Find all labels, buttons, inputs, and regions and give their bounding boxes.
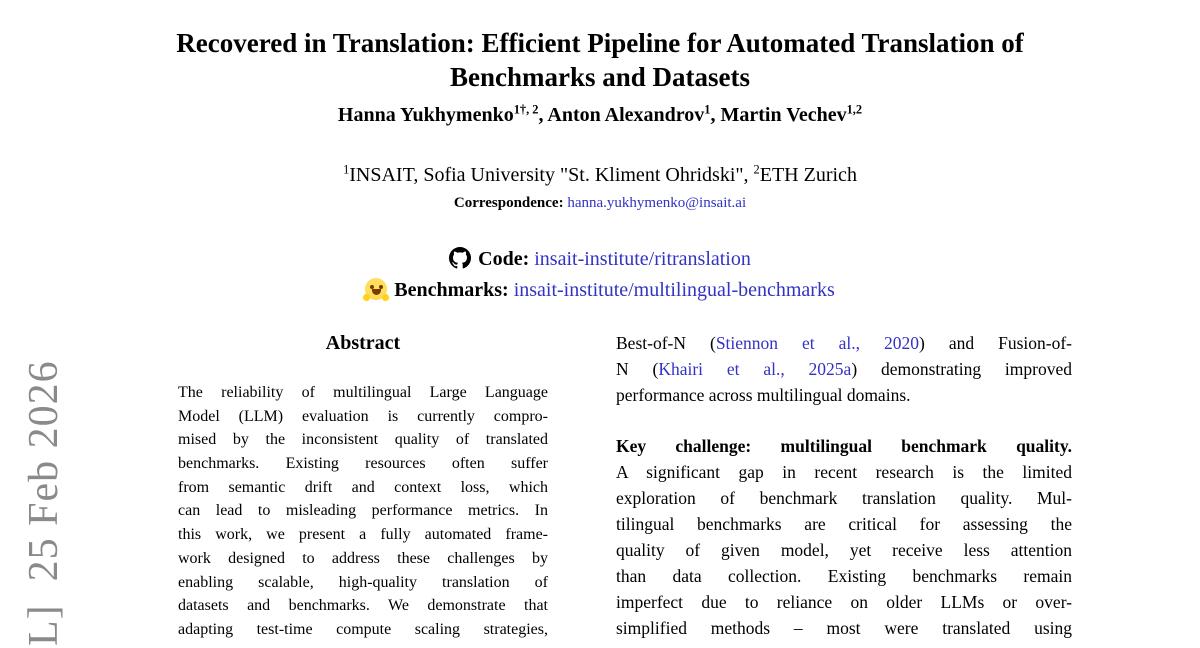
abstract-text-line: mised by the inconsistent quality of translated (178, 431, 548, 449)
author-affil-marker: 1†, 2 (513, 102, 539, 117)
body-text-line: than data collection. Existing benchmarks remain (616, 566, 1072, 586)
github-icon (449, 247, 471, 269)
body-text-line (616, 330, 1072, 356)
code-label: Code: (478, 248, 530, 270)
body-text-line: exploration of benchmark translation quality. Mul- (616, 488, 1072, 508)
body-text: N ( (616, 359, 659, 379)
intro-paragraph (616, 330, 1072, 408)
author-separator: , (710, 104, 721, 126)
abstract-text-line: datasets and benchmarks. We demonstrate that (178, 597, 548, 615)
benchmarks-repo-line (0, 276, 1200, 304)
correspondence-label: Correspondence: (453, 195, 564, 211)
benchmarks-label: Benchmarks: (394, 279, 509, 301)
affil-text: INSAIT, Sofia University "St. Kliment Ohridski", (349, 164, 754, 186)
author-name: Anton Alexandrov (547, 104, 705, 126)
arxiv-watermark: L] 25 Feb 2026 (21, 360, 67, 646)
abstract-text-line: benchmarks. Existing resources often suffer (178, 455, 548, 473)
body-text-line: simplified methods – most were translated using (616, 618, 1072, 638)
author-affil-marker: 1,2 (846, 102, 863, 117)
code-repo-link[interactable]: insait-institute/ritranslation (534, 248, 751, 270)
author-affil-marker: 1 (704, 102, 711, 117)
correspondence-line (0, 192, 1200, 214)
correspondence-email-link[interactable]: hanna.yukhymenko@insait.ai (567, 195, 747, 211)
benchmarks-repo-link[interactable]: insait-institute/multilingual-benchmarks (513, 279, 835, 301)
author-separator: , (538, 104, 548, 126)
body-text: Best-of-N ( (616, 333, 716, 353)
affiliations-line (0, 161, 1200, 189)
abstract-text-line: from semantic drift and context loss, which (178, 478, 548, 496)
author-name: Hanna Yukhymenko (337, 104, 514, 126)
body-text-line: imperfect due to reliance on older LLMs or over- (616, 592, 1072, 612)
body-text-line: A significant gap in recent research is the limited (616, 462, 1072, 482)
abstract-text-line: enabling scalable, high-quality translation of (178, 573, 548, 591)
title-line-1: Recovered in Translation: Efficient Pipeline for Automated Translation of (176, 28, 1024, 58)
authors-line (0, 100, 1200, 130)
citation-link[interactable]: Khairi et al., 2025a (658, 359, 852, 379)
body-text-line: performance across multilingual domains. (616, 385, 911, 405)
affil-marker: 1 (343, 162, 350, 177)
citation-link[interactable]: Stiennon et al., 2020 (715, 333, 920, 353)
abstract-text-line: adapting test-time compute scaling strategies, (178, 620, 548, 638)
key-challenge-paragraph (616, 433, 1072, 641)
title-line-2: Benchmarks and Datasets (449, 62, 751, 92)
body-text-line: quality of given model, yet receive less attention (616, 540, 1072, 560)
affil-text: ETH Zurich (759, 164, 857, 186)
paper-title (0, 26, 1200, 94)
body-text: ) and Fusion-of- (919, 333, 1072, 353)
body-text-line: tilingual benchmarks are critical for assessing the (616, 514, 1072, 534)
right-column (616, 330, 1072, 641)
code-repo-line (0, 245, 1200, 273)
body-text: ) demonstrating improved (851, 359, 1072, 379)
author-name: Martin Vechev (720, 104, 847, 126)
abstract-text-line: The reliability of multilingual Large Language (178, 384, 548, 401)
affil-marker: 2 (753, 162, 760, 177)
hugging-face-icon (365, 278, 387, 300)
abstract-text-line: Model (LLM) evaluation is currently compro- (178, 407, 548, 425)
abstract-body (178, 381, 548, 642)
abstract-text-line: work designed to address these challenges by (178, 549, 548, 567)
abstract-heading: Abstract (325, 332, 401, 354)
body-text-line (616, 356, 1072, 382)
paragraph-heading: Key challenge: multilingual benchmark quality. (616, 436, 1072, 456)
abstract-text-line: can lead to misleading performance metrics. In (178, 502, 548, 520)
abstract-text-line: this work, we present a fully automated frame- (178, 526, 548, 544)
